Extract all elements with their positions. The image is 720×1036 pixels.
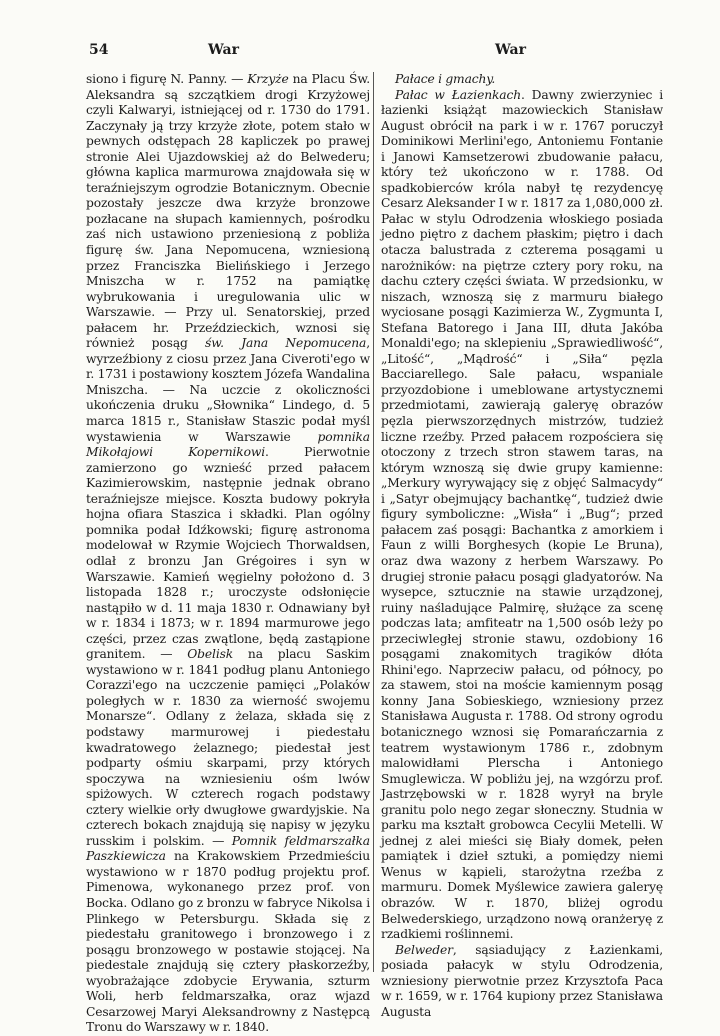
keyword-obelisk: Obelisk — [187, 647, 234, 662]
page-number: 54 — [89, 42, 109, 58]
keyword-paszkiewicz: Pomnik feldmarszałka Paszkiewicza — [86, 833, 370, 864]
section-heading: Pałace i gmachy. — [395, 72, 496, 86]
text: na placu Saskim wystawiono w r. 1841 podług planu Antoniego Corazzi'ego na uczczenie pamięci „Polaków poległych w r. 1830 za wierność swojemu Monarsze“. Odlany z żelaza, składa się z podstawy marmurowej i piedestału kwadratowego żelaznego; piedestał jest podparty ośmiu skarpami, przy których spoczywa na wzniesieniu ośm lwów spiżowych. W czterech rogach podstawy cztery wielkie orły dwugłowe gwardyjskie. Na czterech bokach znajdują się napisy w języku russkim i polskim. — — [86, 647, 371, 848]
keyword-krzyze: Krzyże — [247, 72, 289, 86]
running-head-left: War — [208, 42, 239, 58]
left-column — [86, 72, 370, 1036]
text: na Krakowskiem Przedmieściu wystawiono w r 1870 podług projektu prof. Pimenowa, wykonanego przez prof. von Bocka. Odlano go z bronzu w fabryce Nikolsa i Plinkego w Petersburgu. Składa się z piedestału granitowego i bronzowego i z posągu bronzowego w postawie stojącej. Na piedestale znajdują się cztery płaskorzeźby, wyobrażające zdobycie Erywania, szturm Woli, herb feldmarszałka, oraz wjazd Cesarzowej Maryi Aleksandrowny z Następcą Tronu do Warszawy w r. 1840. — [86, 849, 370, 1035]
text: siono i figurę N. Panny. — — [86, 72, 248, 86]
keyword-palac-lazienki: Pałac w Łazienkach — [395, 87, 521, 102]
paragraph-lazienki — [381, 88, 663, 943]
text: , wyrzeźbiony z ciosu przez Jana Civeroti'ego w r. 1731 i postawiony kosztem Józefa Wandalina Mniszcha. — Na uczcie z okoliczności ukończenia druku „Słownika“ Lindego, d. 5 marca 1815 r., Stanisław Staszic podał myśl wystawienia w Warszawie — [86, 336, 370, 444]
column-divider — [373, 72, 374, 972]
text: . Dawny zwierzyniec i łazienki książąt mazowieckich Stanisław August obrócił na park i w r. 1767 poruczył Dominikowi Merlini'ego, Antoniemu Fontanie i Janowi Kamsetzerowi zbudowanie pałacu, który też ukończono w r. 1788. Od spadkobierców króla nabył tę rezydencyę Cesarz Aleksander I w r. 1817 za 1,080,000 zł. Pałac w stylu Odrodzenia włoskiego posiada jedno piętro z dachem płaskim; piętro i dach otacza balustrada z czterema posągami u narożników: na piętrze cztery pory roku, na dachu cztery części świata. W przedsionku, w niszach, wznoszą się z marmuru białego wyciosane posągi Kazimierza W., Zygmunta I, Stefana Batorego i Jana III, dłuta Jakóba Monaldi'ego; na sklepieniu „Sprawiedliwość“, „Litość“, „Mądrość“ i „Siła“ pęzla Bacciarellego. Sale pałacu, wspaniale przyozdobione i umeblowane artystycznemi przedmiotami, zawierają galeryę obrazów pęzla pierwszorzędnych mistrzów, tudzież liczne rzeźby. Przed pałacem rozpościera się otoczony z trzech stron stawem taras, na którym wznoszą się dwie grupy kamienne: „Merkury wyrywający się z objęć Salmacydy“ i „Satyr obejmujący bachantkę“, tudzież dwie figury symboliczne: „Wisła“ i „Bug“; przed pałacem zaś posągi: Bachantka z amorkiem i Faun z willi Borghesych (kopie Le Bruna), oraz dwa wazony z herbem Warszawy. Po drugiej stronie pałacu posągi gladyatorów. Na wysepce, sztucznie na stawie urządzonej, ruiny naśladujące Palmirę, służące za scenę podczas lata; amfiteatr na 1,500 osób leży po przeciwległej stronie stawu, ozdobiony 16 posągami znakomitych tragików dłóta Rhini'ego. Naprzeciw pałacu, od północy, po za stawem, stoi na moście kamiennym posąg konny Jana Sobieskiego, wzniesiony przez Stanisława Augusta r. 1788. Od strony ogrodu botanicznego wznosi się Pomarańczarnia z teatrem wystawionym 1786 r., zdobnym malowidłami Plerscha i Antoniego Smuglewicza. W pobliżu jej, na wzgórzu prof. Jastrzębowski w r. 1828 wyrył na bryle granitu polo nego zegar słoneczny. Studnia w parku ma kształt grobowca Cecylii Metelli. W jednej z alei mieści się Biały domek, pełen pamiątek i dzieł sztuki, a pomiędzy niemi Wenus w kąpieli, starożytna rzeźba z marmuru. Domek Myślewice zawiera galeryę obrazów. W r. 1870, bliżej ogrodu Belwederskiego, urządzono nową oranżeryę z rzadkiemi roślinnemi. — [381, 87, 663, 942]
keyword-nepomucen: św. Jana Nepomucena — [205, 336, 367, 351]
text: , sąsiadujący z Łazienkami, posiada pałacyk w stylu Odrodzenia, wzniesiony pierwotnie przez Krzysztofa Paca w r. 1659, w r. 1764 kupiony przez Stanisława Augusta — [381, 942, 663, 1019]
text: na Placu Św. Aleksandra są szczątkiem drogi Krzyżowej czyli Kalwaryi, istniejącej od r. 1730 do 1791. Zaczynały ją trzy krzyże złote, potem stało w pewnych odstępach 28 kapliczek po prawej stronie Alei Ujazdowskiej aż do Belwederu; główna kaplica marmurowa znajdowała się w teraźniejszym ogrodzie Botanicznym. Obecnie pozostały jeszcze dwa krzyże bronzowe pozłacane na słupach kamiennych, pośrodku zaś nich ustawiono przeniesioną z pobliża figurę św. Jana Nepomucena, wzniesioną przez Franciszka Bielińskiego i Jerzego Mniszcha w r. 1752 na pamiątkę wybrukowania i uregulowania ulic w Warszawie. — Przy ul. Senatorskiej, przed pałacem hr. Przeździeckich, wznosi się również posąg — [86, 72, 371, 351]
paragraph-monuments — [86, 72, 370, 1036]
running-head-right: War — [495, 42, 526, 58]
keyword-belweder: Belweder — [395, 942, 453, 957]
right-column — [381, 72, 663, 1020]
text: . Pierwotnie zamierzono go wznieść przed pałacem Kazimierowskim, następnie jednak obrano teraźniejsze miejsce. Koszta budowy pokryła hojna ofiara Staszica i składki. Plan ogólny pomnika podał Idźkowski; figurę astronoma modelował w Rzymie Wojciech Thorwaldsen, odlał z bronzu Jan Grégoires i syn w Warszawie. Kamień węgielny położono d. 3 listopada 1828 r.; uroczyste odsłonięcie nastąpiło w d. 11 maja 1830 r. Odnawiany był w r. 1834 i 1873; w r. 1894 marmurowe jego części, przez czas zwątlone, będą zastąpione granitem. — — [86, 445, 370, 662]
keyword-kopernik: pomnika Mikołajowi Kopernikowi — [86, 429, 370, 460]
paragraph-belweder — [381, 943, 663, 1021]
